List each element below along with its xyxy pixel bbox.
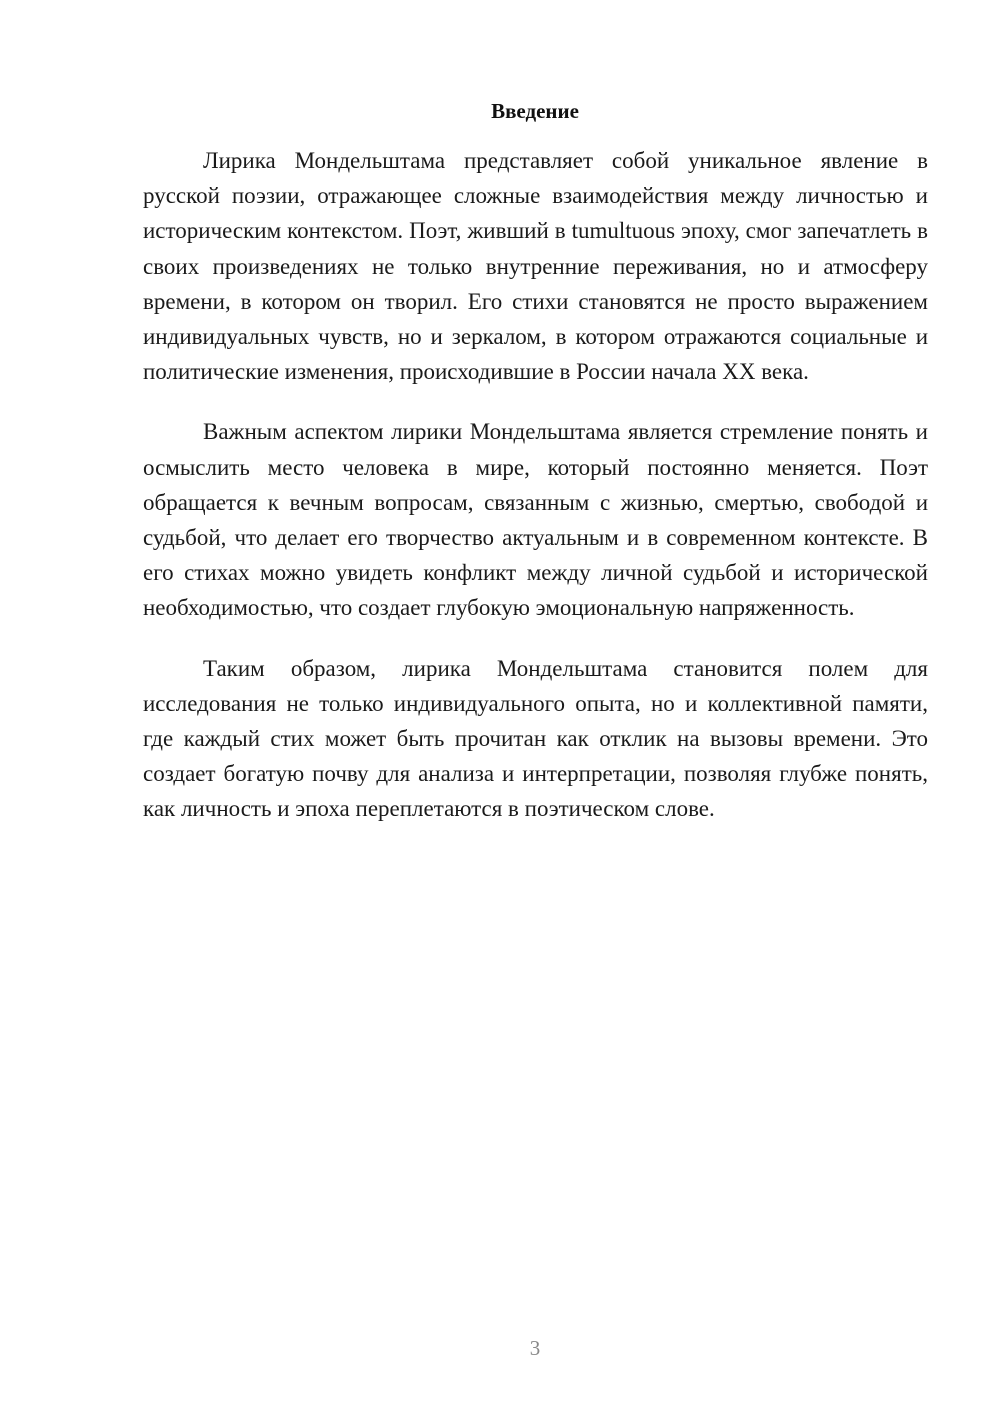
paragraph-2: Важным аспектом лирики Мондельштама является стремление понять и осмыслить место человека в мире, который постоянно меняется. Поэт обращается к вечным вопросам, связанным с жизнью, смертью, свободой и судьбой, что делает его творчество актуальным и в современном контексте. В его стихах можно увидеть конфликт между личной судьбой и исторической необходимостью, что создает глубокую эмоциональную напряженность. — [143, 419, 928, 621]
paragraph-1: Лирика Мондельштама представляет собой уникальное явление в русской поэзии, отражающее сложные взаимодействия между личностью и историческим контекстом. Поэт, живший в tumultuous эпоху, смог запечатлеть в своих произведениях не только внутренние переживания, но и атмосферу времени, в котором он творил. Его стихи становятся не просто выражением индивидуальных чувств, но и зеркалом, в котором отражаются социальные и политические изменения, происходившие в России начала XX века. — [143, 148, 928, 385]
paragraph-3: Таким образом, лирика Мондельштама становится полем для исследования не только индивидуального опыта, но и коллективной памяти, где каждый стих может быть прочитан как отклик на вызовы времени. Это создает богатую почву для анализа и интерпретации, позволяя глубже понять, как личность и эпоха переплетаются в поэтическом слове. — [143, 655, 928, 822]
section-heading: Введение — [491, 99, 579, 123]
page-number: 3 — [529, 1336, 541, 1360]
body-text — [143, 143, 928, 852]
